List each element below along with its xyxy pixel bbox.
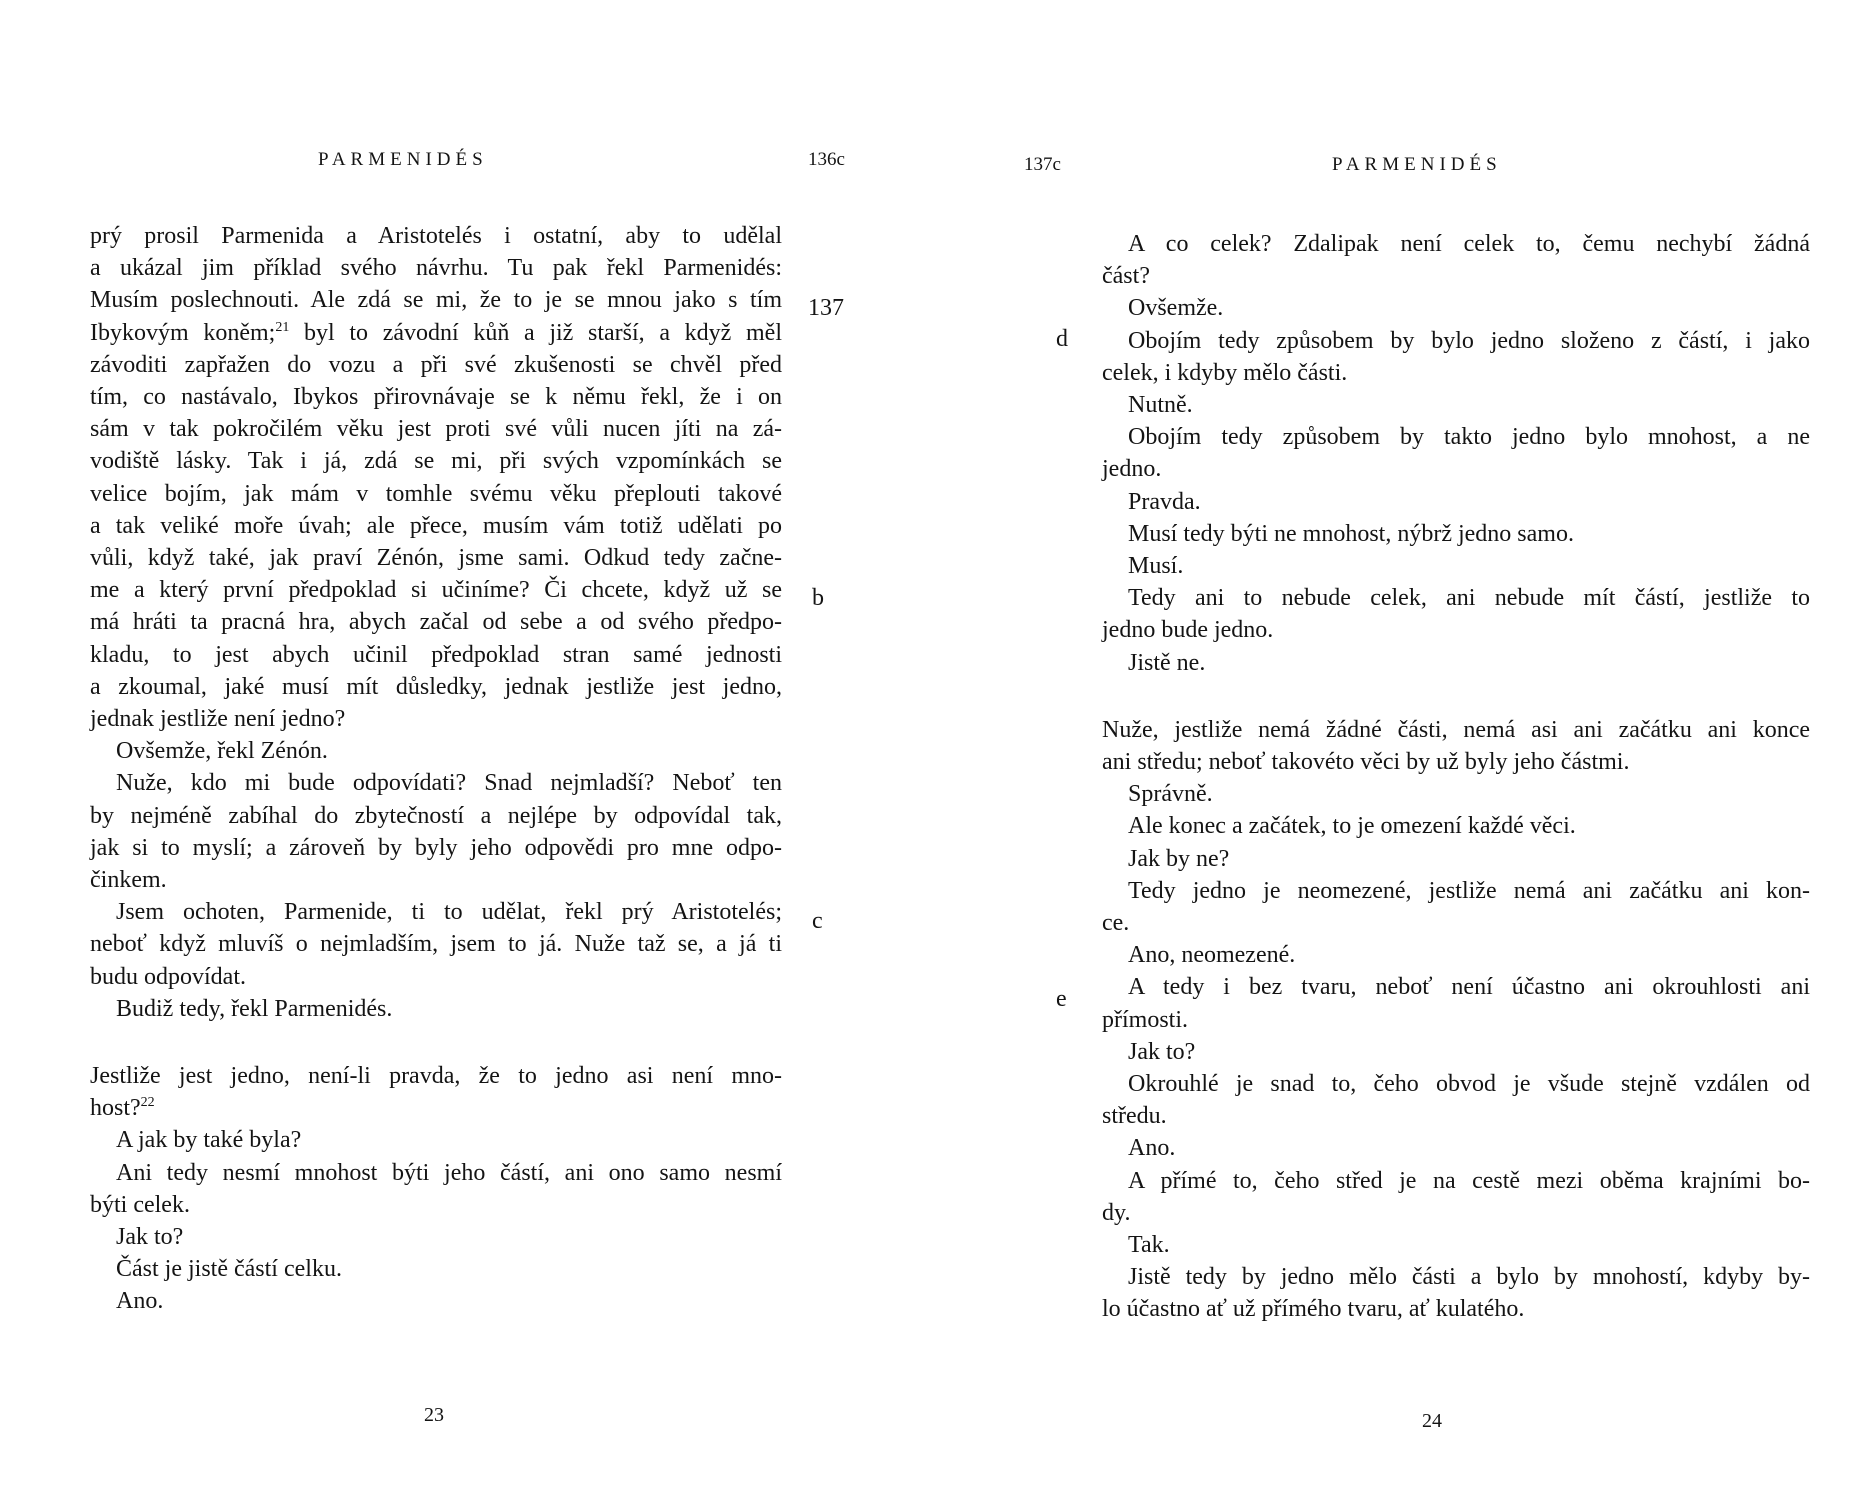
running-head: PARMENIDÉS (1332, 154, 1502, 175)
text-line: Nutně. (1128, 392, 1193, 418)
text-line: A jak by také byla? (116, 1127, 302, 1154)
text-line: Ovšemže, řekl Zénón. (116, 738, 328, 765)
text-line: ani středu; neboť takovéto věci by už byly jeho částmi. (1102, 749, 1630, 775)
text-line: Ale konec a začátek, to je omezení každé věci. (1128, 813, 1576, 840)
text-line: dy. (1102, 1199, 1131, 1226)
text-line: jednak jestliže není jedno? (90, 706, 346, 732)
margin-mark: c (812, 908, 823, 934)
stephanus-page-number: 137c (1024, 154, 1061, 175)
text-line: Jak to? (1128, 1038, 1196, 1065)
text-line: jak si to myslí; a zároveň by byly jeho odpovědi pro mne odpo- (90, 834, 782, 861)
text-line: A co celek? Zdalipak není celek to, čemu nechybí žádná (1128, 231, 1810, 257)
text-line: Jsem ochoten, Parmenide, ti to udělat, řekl prý Aristotelés; (116, 899, 782, 926)
text-line: Ano, neomezené. (1128, 942, 1296, 969)
running-head: PARMENIDÉS (318, 149, 488, 170)
text-line: kladu, to jest abych učinil předpoklad stran samé jednosti (90, 641, 782, 668)
text-line: neboť když mluvíš o nejmladším, jsem to já. Nuže taž se, a já ti (90, 931, 782, 958)
margin-mark: 137 (808, 295, 844, 321)
text-line: Budiž tedy, řekl Parmenidés. (116, 995, 393, 1022)
text-line: Ovšemže. (1128, 295, 1224, 322)
margin-mark: e (1056, 986, 1067, 1012)
text-line: jedno. (1102, 456, 1162, 483)
text-line: velice bojím, jak mám v tomhle svému věku přeplouti takové (90, 480, 782, 507)
text-line: Nuže, kdo mi bude odpovídati? Snad nejmladší? Neboť ten (116, 770, 782, 797)
text-line: Ano. (116, 1288, 164, 1315)
text-line: a zkoumal, jaké musí mít důsledky, jednak jestliže jest jedno, (90, 673, 782, 700)
text-line: lo účastno ať už přímého tvaru, ať kulatého. (1102, 1296, 1525, 1323)
text-line: Ibykovým koněm;$^{21}$ byl to závodní kůň a již starší, a když měl (90, 319, 782, 346)
footnote-ref: 22 (140, 1095, 155, 1111)
text-line: Nuže, jestliže nemá žádné části, nemá asi ani začátku ani konce (1102, 716, 1810, 743)
text-line: vodiště lásky. Tak i já, zdá se mi, při svých vzpomínkách se (90, 448, 782, 475)
page-number: 23 (424, 1404, 444, 1426)
text-line: budu odpovídat. (90, 963, 246, 990)
text-line: přímosti. (1102, 1006, 1189, 1033)
text-line: Jistě ne. (1128, 649, 1206, 676)
text-line: vůli, když také, jak praví Zénón, jsme sami. Odkud tedy začne- (90, 545, 782, 571)
text-line: Obojím tedy způsobem by takto jedno bylo mnohost, a ne (1128, 424, 1810, 451)
text-line: A tedy i bez tvaru, neboť není účastno ani okrouhlosti ani (1128, 974, 1810, 1001)
text-line: Ano. (1128, 1135, 1176, 1162)
text-line: prý prosil Parmenida a Aristotelés i ostatní, aby to udělal (90, 223, 782, 249)
text-line: a tak veliké moře úvah; ale přece, musím vám totiž udělati po (90, 512, 782, 539)
text-line: Část je jistě částí celku. (116, 1256, 342, 1283)
page-number: 24 (1422, 1410, 1442, 1432)
right-page (930, 0, 1862, 1501)
text-line: ce. (1102, 910, 1130, 936)
text-line: jedno bude jedno. (1102, 617, 1274, 644)
text-line: Ani tedy nesmí mnohost býti jeho částí, ani ono samo nesmí (116, 1159, 782, 1186)
text-line: host?$^{22}$ (90, 1095, 155, 1122)
left-page (0, 0, 930, 1501)
text-line: Tak. (1128, 1232, 1170, 1258)
stephanus-page-number: 136c (808, 149, 845, 170)
text-line: celek, i kdyby mělo části. (1102, 359, 1348, 386)
text-line: Okrouhlé je snad to, čeho obvod je všude stejně vzdálen od (1128, 1071, 1810, 1097)
text-line: část? (1102, 263, 1150, 290)
text-line: býti celek. (90, 1191, 190, 1218)
text-line: Musí. (1128, 553, 1184, 579)
footnote-ref: 21 (275, 319, 290, 335)
text-line: Tedy jedno je neomezené, jestliže nemá ani začátku ani kon- (1128, 877, 1810, 904)
text-line: středu. (1102, 1103, 1167, 1130)
text-line: Tedy ani to nebude celek, ani nebude mít částí, jestliže to (1128, 585, 1810, 612)
text-line: Jak by ne? (1128, 845, 1230, 872)
text-line: Musí tedy býti ne mnohost, nýbrž jedno samo. (1128, 520, 1574, 547)
text-line: A přímé to, čeho střed je na cestě mezi oběma krajními bo- (1128, 1167, 1810, 1194)
text-line: Pravda. (1128, 488, 1201, 515)
margin-mark: b (812, 585, 824, 611)
text-line: má hráti ta pracná hra, abych začal od sebe a od svého předpo- (90, 609, 782, 636)
text-line: sám v tak pokročilém věku jest proti své vůli nucen jíti na zá- (90, 416, 782, 443)
text-line: me a který první předpoklad si učiníme? Či chcete, když už se (90, 577, 782, 604)
text-line: závoditi zapřažen do vozu a při své zkušenosti se chvěl před (90, 351, 782, 378)
text-line: Obojím tedy způsobem by bylo jedno složeno z částí, i jako (1128, 327, 1810, 354)
text-line: Jistě tedy by jedno mělo části a bylo by mnohostí, kdyby by- (1128, 1264, 1810, 1291)
text-line: činkem. (90, 867, 167, 893)
text-line: Jestliže jest jedno, není-li pravda, že to jedno asi není mno- (90, 1063, 782, 1089)
text-line: Jak to? (116, 1224, 184, 1250)
text-line: a ukázal jim příklad svého návrhu. Tu pak řekl Parmenidés: (90, 255, 782, 282)
text-line: Správně. (1128, 781, 1213, 808)
margin-mark: d (1056, 326, 1068, 352)
text-line: by nejméně zabíhal do zbytečností a nejlépe by odpovídal tak, (90, 802, 782, 829)
text-line: tím, co nastávalo, Ibykos přirovnávaje se k němu řekl, že i on (90, 384, 782, 410)
text-line: Musím poslechnouti. Ale zdá se mi, že to je se mnou jako s tím (90, 287, 782, 314)
